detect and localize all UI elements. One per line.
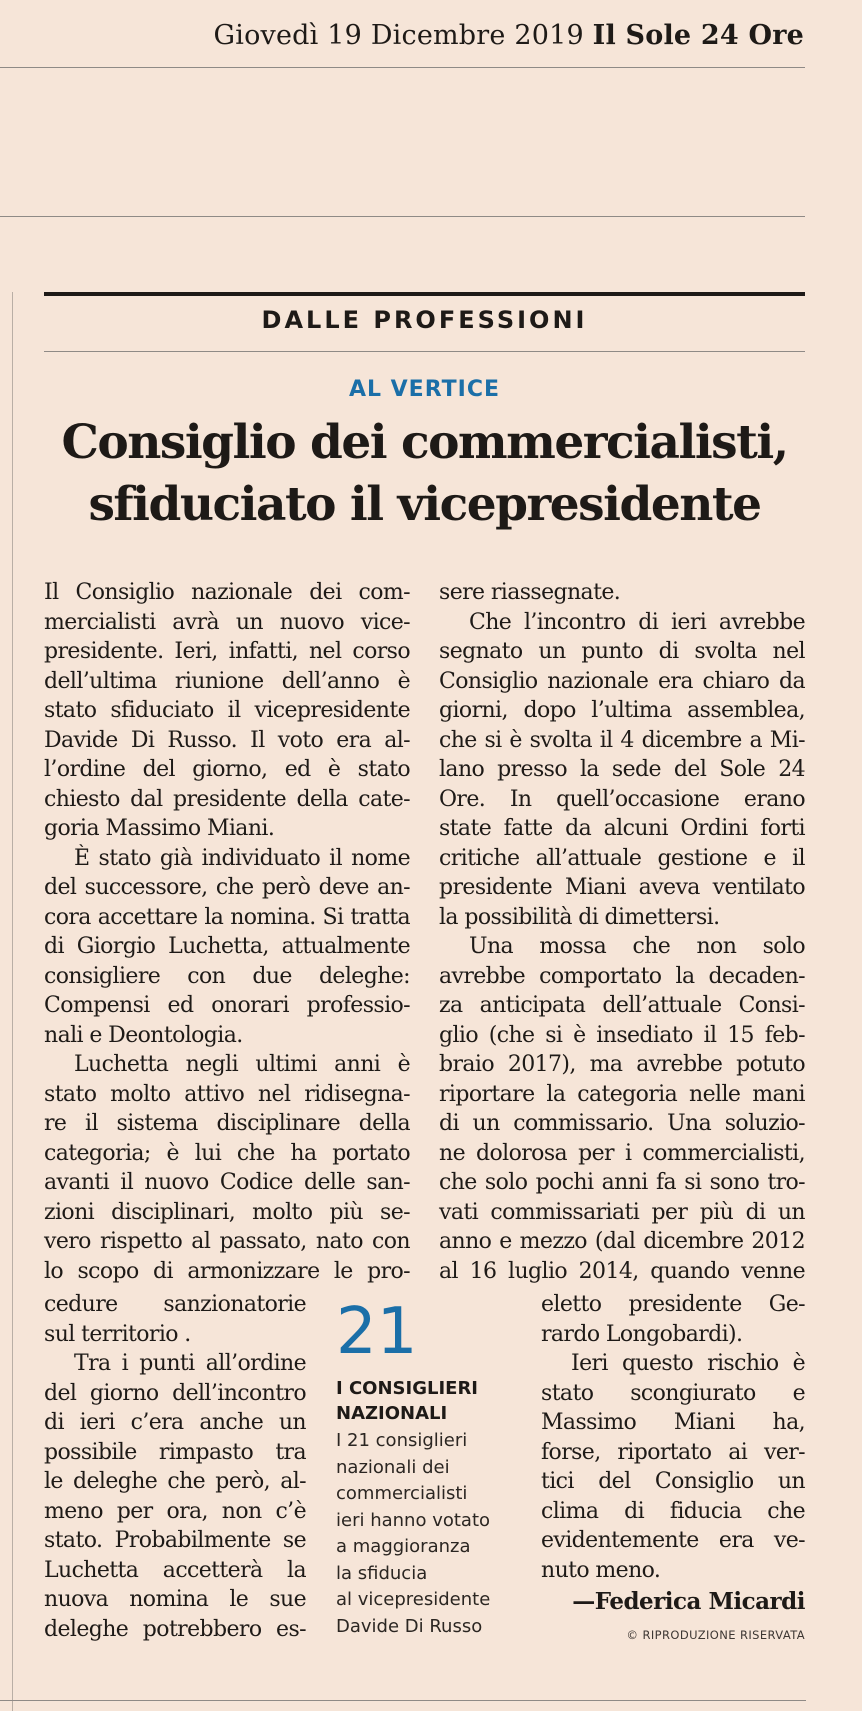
- text-line: rardo Longobardi).: [541, 1321, 743, 1347]
- text-line: sul territorio .: [44, 1321, 191, 1347]
- text-line: vero rispetto al passato, nato con: [44, 1229, 410, 1254]
- author-signature: —Federica Micardi: [572, 1588, 805, 1615]
- text-line: Compensi ed onorari professio-: [44, 993, 410, 1018]
- text-line: eletto presidente Ge-: [541, 1292, 805, 1317]
- text-line: cora accettare la nomina. Si tratta: [44, 904, 410, 930]
- factbox-text-line: ieri hanno votato: [336, 1509, 491, 1531]
- text-line: deleghe potrebbero es-: [44, 1616, 306, 1642]
- factbox-label-line: NAZIONALI: [336, 1403, 448, 1424]
- text-line: nuto meno.: [541, 1557, 661, 1583]
- text-line: goria Massimo Miani.: [44, 816, 275, 841]
- text-line: anno e mezzo (dal dicembre 2012: [439, 1229, 805, 1254]
- text-line: evidentemente era ve-: [541, 1528, 805, 1553]
- factbox-text: [336, 1428, 532, 1640]
- factbox-text-line: la sfiducia: [336, 1562, 428, 1584]
- text-line: avanti il nuovo Codice delle san-: [44, 1170, 410, 1195]
- masthead-rule: [0, 67, 805, 68]
- factbox-text-line: nazionali dei: [336, 1456, 450, 1478]
- factbox-text-line: al vicepresidente: [336, 1589, 491, 1610]
- text-line: stato. Probabilmente se: [44, 1528, 306, 1553]
- text-line: Consiglio nazionale era chiaro da: [439, 668, 805, 694]
- text-line: Luchetta negli ultimi anni è: [74, 1052, 410, 1077]
- kicker: AL VERTICE: [348, 377, 501, 402]
- text-line: nali e Deontologia.: [44, 1022, 243, 1048]
- factbox-text-line: a maggioranza: [336, 1536, 471, 1557]
- text-line: stato scongiurato e: [541, 1380, 805, 1406]
- text-line: di un commissario. Una soluzio-: [439, 1111, 805, 1136]
- text-line: meno per ora, non c’è: [44, 1498, 306, 1524]
- copyright-notice: © RIPRODUZIONE RISERVATA: [626, 1628, 805, 1642]
- upper-divider: [0, 216, 805, 217]
- text-line: l’ordine del giorno, ed è stato: [44, 757, 410, 782]
- text-line: stato sfiduciato il vicepresidente: [44, 698, 410, 723]
- column-a-narrow: [44, 1290, 306, 1644]
- text-line: chiesto dal presidente della cate-: [44, 786, 410, 812]
- text-line: Ieri questo rischio è: [571, 1351, 805, 1376]
- text-line: categoria; è lui che ha portato: [44, 1140, 410, 1166]
- text-line: la possibilità di dimettersi.: [439, 904, 720, 930]
- text-line: critiche all’attuale gestione e il: [439, 845, 805, 871]
- text-line: Tra i punti all’ordine: [74, 1351, 306, 1376]
- text-line: Una mossa che non solo: [469, 934, 805, 959]
- text-line: sere riassegnate.: [439, 580, 621, 605]
- text-line: del giorno dell’incontro: [44, 1380, 306, 1406]
- text-line: lo scopo di armonizzare le pro-: [44, 1258, 410, 1284]
- text-line: le deleghe che però, al-: [44, 1469, 306, 1494]
- text-line: Massimo Miani ha,: [541, 1410, 805, 1435]
- text-line: forse, riportato ai ver-: [541, 1439, 805, 1465]
- text-line: zioni disciplinari, molto più se-: [44, 1199, 410, 1225]
- text-line: È stato già individuato il nome: [74, 845, 410, 871]
- text-line: mercialisti avrà un nuovo vice-: [44, 609, 410, 635]
- factbox-label: [336, 1376, 532, 1426]
- text-line: lano presso la sede del Sole 24: [439, 757, 805, 782]
- text-line: presidente Miani aveva ventilato: [439, 875, 805, 900]
- text-line: del successore, che però deve an-: [44, 875, 410, 900]
- text-line: segnato un punto di svolta nel: [439, 639, 805, 664]
- text-line: cedure sanzionatorie: [44, 1292, 306, 1317]
- text-line: glio (che si è insediato il 15 feb-: [439, 1022, 805, 1048]
- text-line: che solo pochi anni fa si sono tro-: [439, 1170, 805, 1195]
- headline-line: sfiduciato il vicepresidente: [88, 477, 761, 532]
- text-line: che si è svolta il 4 dicembre a Mi-: [439, 727, 805, 753]
- section-heavy-rule: [44, 292, 805, 296]
- text-line: possibile rimpasto tra: [44, 1439, 306, 1465]
- headline: [44, 412, 805, 536]
- text-line: di Giorgio Luchetta, attualmente: [44, 934, 410, 959]
- newspaper-name: Il Sole 24 Ore: [592, 20, 804, 51]
- column-b-narrow: [541, 1290, 805, 1585]
- factbox-text-line: Davide Di Russo: [336, 1615, 483, 1637]
- text-line: Ore. In quell’occasione erano: [439, 786, 805, 812]
- text-line: za anticipata dell’attuale Consi-: [439, 993, 805, 1018]
- text-line: Davide Di Russo. Il voto era al-: [44, 727, 410, 753]
- text-line: stato molto attivo nel ridisegna-: [44, 1081, 410, 1107]
- text-line: clima di fiducia che: [541, 1498, 805, 1524]
- bottom-rule: [0, 1700, 806, 1701]
- factbox: [336, 1295, 532, 1640]
- text-line: ne dolorosa per i commercialisti,: [439, 1140, 805, 1166]
- text-line: Il Consiglio nazionale dei com-: [44, 580, 410, 605]
- text-line: vati commissariati per più di un: [439, 1199, 805, 1225]
- text-line: braio 2017), ma avrebbe potuto: [439, 1052, 805, 1077]
- text-line: consigliere con due deleghe:: [44, 963, 410, 989]
- text-line: re il sistema disciplinare della: [44, 1111, 410, 1136]
- text-line: presidente. Ieri, infatti, nel corso: [44, 639, 410, 664]
- column-a: [44, 578, 410, 1286]
- section-thin-rule: [44, 351, 805, 352]
- text-line: Che l’incontro di ieri avrebbe: [469, 609, 805, 635]
- text-line: dell’ultima riunione dell’anno è: [44, 668, 410, 694]
- section-title: DALLE PROFESSIONI: [261, 306, 588, 334]
- left-column-rule: [12, 292, 13, 1711]
- column-b: [439, 578, 805, 1286]
- text-line: giorni, dopo l’ultima assemblea,: [439, 698, 805, 723]
- text-line: nuova nomina le sue: [44, 1587, 306, 1612]
- masthead: [213, 20, 804, 51]
- text-line: al 16 luglio 2014, quando venne: [439, 1258, 805, 1284]
- factbox-text-line: commercialisti: [336, 1483, 468, 1504]
- factbox-label-line: I CONSIGLIERI: [336, 1378, 478, 1399]
- text-line: Luchetta accetterà la: [44, 1557, 306, 1583]
- text-line: riportare la categoria nelle mani: [439, 1081, 805, 1107]
- text-line: avrebbe comportato la decaden-: [439, 963, 805, 989]
- text-line: tici del Consiglio un: [541, 1469, 805, 1494]
- text-line: state fatte da alcuni Ordini forti: [439, 816, 805, 841]
- issue-date: Giovedì 19 Dicembre 2019: [213, 20, 584, 51]
- text-line: di ieri c’era anche un: [44, 1410, 306, 1435]
- factbox-text-line: I 21 consiglieri: [336, 1430, 468, 1451]
- headline-line: Consiglio dei commercialisti,: [61, 415, 788, 470]
- factbox-number: 21: [336, 1295, 418, 1369]
